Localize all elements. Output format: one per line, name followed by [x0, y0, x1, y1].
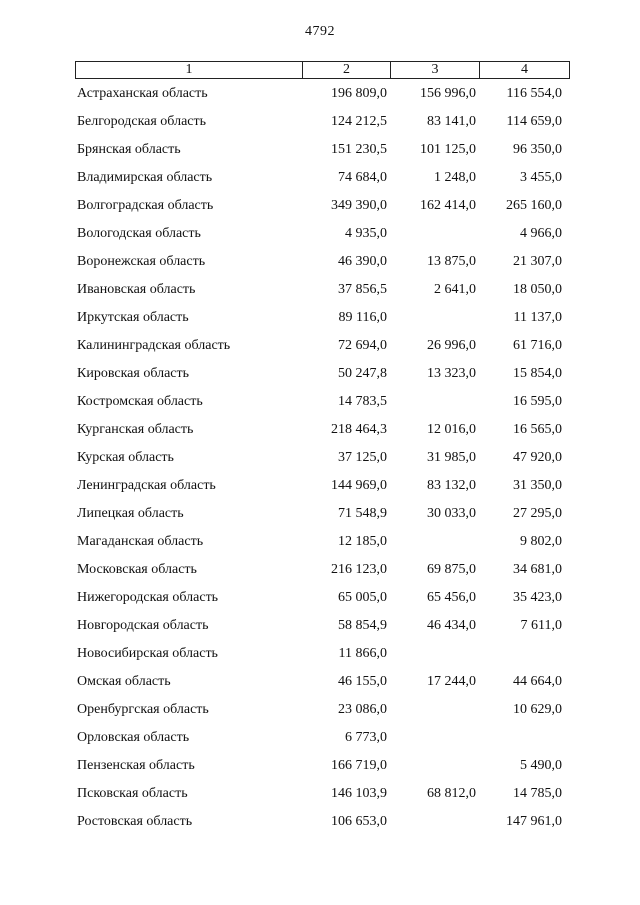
region-name: Воронежская область — [77, 254, 206, 269]
region-name: Новосибирская область — [77, 646, 218, 661]
region-name: Новгородская область — [77, 618, 209, 633]
value-col-2: 46 155,0 — [338, 674, 387, 689]
region-name: Владимирская область — [77, 170, 213, 185]
region-name: Омская область — [77, 674, 171, 689]
region-name: Иркутская область — [77, 310, 189, 325]
value-col-2: 166 719,0 — [331, 758, 387, 773]
value-col-3: 69 875,0 — [427, 562, 476, 577]
table-row — [0, 168, 640, 196]
region-name: Орловская область — [77, 730, 190, 745]
value-col-4: 7 611,0 — [520, 618, 562, 633]
table-row — [0, 616, 640, 644]
value-col-4: 11 137,0 — [513, 310, 562, 325]
value-col-4: 116 554,0 — [506, 86, 562, 101]
table-row — [0, 420, 640, 448]
value-col-4: 5 490,0 — [520, 758, 562, 773]
region-name: Магаданская область — [77, 534, 204, 549]
value-col-2: 151 230,5 — [331, 142, 387, 157]
table-row — [0, 448, 640, 476]
value-col-4: 18 050,0 — [513, 282, 562, 297]
region-name: Курская область — [77, 450, 174, 465]
value-col-2: 144 969,0 — [331, 478, 387, 493]
region-name: Астраханская область — [77, 86, 208, 101]
value-col-3: 101 125,0 — [420, 142, 476, 157]
value-col-2: 216 123,0 — [331, 562, 387, 577]
table-row — [0, 784, 640, 812]
value-col-3: 162 414,0 — [420, 198, 476, 213]
value-col-2: 89 116,0 — [338, 310, 387, 325]
value-col-3: 2 641,0 — [434, 282, 476, 297]
table-row — [0, 140, 640, 168]
table-row — [0, 308, 640, 336]
value-col-2: 124 212,5 — [331, 114, 387, 129]
value-col-4: 147 961,0 — [506, 814, 562, 829]
value-col-2: 23 086,0 — [338, 702, 387, 717]
value-col-2: 349 390,0 — [331, 198, 387, 213]
value-col-4: 47 920,0 — [513, 450, 562, 465]
value-col-4: 31 350,0 — [513, 478, 562, 493]
value-col-3: 83 141,0 — [427, 114, 476, 129]
value-col-4: 114 659,0 — [506, 114, 562, 129]
value-col-4: 16 565,0 — [513, 422, 562, 437]
value-col-3: 31 985,0 — [427, 450, 476, 465]
table-row — [0, 84, 640, 112]
value-col-3: 12 016,0 — [427, 422, 476, 437]
table-row — [0, 280, 640, 308]
value-col-4: 3 455,0 — [520, 170, 562, 185]
table-row — [0, 812, 640, 840]
region-name: Кировская область — [77, 366, 190, 381]
table-row — [0, 728, 640, 756]
region-name: Липецкая область — [77, 506, 184, 521]
region-name: Волгоградская область — [77, 198, 214, 213]
table-row — [0, 532, 640, 560]
column-header-4: 4 — [480, 62, 570, 79]
value-col-2: 14 783,5 — [338, 394, 387, 409]
region-name: Курганская область — [77, 422, 194, 437]
table-row — [0, 364, 640, 392]
value-col-3: 30 033,0 — [427, 506, 476, 521]
table-row — [0, 336, 640, 364]
value-col-2: 11 866,0 — [338, 646, 387, 661]
table-row — [0, 588, 640, 616]
table-row — [0, 112, 640, 140]
column-header-2: 2 — [303, 62, 391, 79]
value-col-2: 71 548,9 — [338, 506, 387, 521]
value-col-2: 4 935,0 — [345, 226, 387, 241]
value-col-4: 34 681,0 — [513, 562, 562, 577]
region-name: Костромская область — [77, 394, 203, 409]
value-col-3: 68 812,0 — [427, 786, 476, 801]
value-col-4: 265 160,0 — [506, 198, 562, 213]
value-col-3: 83 132,0 — [427, 478, 476, 493]
value-col-2: 50 247,8 — [338, 366, 387, 381]
value-col-4: 9 802,0 — [520, 534, 562, 549]
value-col-3: 1 248,0 — [434, 170, 476, 185]
region-name: Ростовская область — [77, 814, 193, 829]
value-col-2: 58 854,9 — [338, 618, 387, 633]
value-col-4: 14 785,0 — [513, 786, 562, 801]
value-col-2: 72 694,0 — [338, 338, 387, 353]
value-col-4: 96 350,0 — [513, 142, 562, 157]
table-row — [0, 476, 640, 504]
region-name: Калининградская область — [77, 338, 231, 353]
value-col-4: 27 295,0 — [513, 506, 562, 521]
table-body — [0, 84, 640, 840]
value-col-2: 65 005,0 — [338, 590, 387, 605]
value-col-2: 37 125,0 — [338, 450, 387, 465]
region-name: Оренбургская область — [77, 702, 209, 717]
region-name: Ленинградская область — [77, 478, 216, 493]
value-col-4: 15 854,0 — [513, 366, 562, 381]
value-col-4: 21 307,0 — [513, 254, 562, 269]
column-header-3: 3 — [391, 62, 480, 79]
table-row — [0, 644, 640, 672]
value-col-2: 146 103,9 — [331, 786, 387, 801]
table-row — [0, 700, 640, 728]
region-name: Белгородская область — [77, 114, 207, 129]
column-header-row — [75, 61, 570, 79]
page-number: 4792 — [305, 24, 335, 39]
value-col-2: 106 653,0 — [331, 814, 387, 829]
value-col-3: 17 244,0 — [427, 674, 476, 689]
value-col-3: 65 456,0 — [427, 590, 476, 605]
region-name: Пензенская область — [77, 758, 195, 773]
region-name: Ивановская область — [77, 282, 196, 297]
region-name: Псковская область — [77, 786, 188, 801]
value-col-4: 35 423,0 — [513, 590, 562, 605]
value-col-3: 46 434,0 — [427, 618, 476, 633]
value-col-2: 37 856,5 — [338, 282, 387, 297]
table-row — [0, 196, 640, 224]
value-col-3: 13 323,0 — [427, 366, 476, 381]
value-col-2: 196 809,0 — [331, 86, 387, 101]
table-row — [0, 756, 640, 784]
value-col-2: 74 684,0 — [338, 170, 387, 185]
column-header-1: 1 — [76, 62, 303, 79]
table-row — [0, 252, 640, 280]
table-row — [0, 504, 640, 532]
value-col-2: 218 464,3 — [331, 422, 387, 437]
value-col-4: 10 629,0 — [513, 702, 562, 717]
value-col-2: 6 773,0 — [345, 730, 387, 745]
table-row — [0, 560, 640, 588]
region-name: Брянская область — [77, 142, 181, 157]
value-col-3: 156 996,0 — [420, 86, 476, 101]
value-col-4: 16 595,0 — [513, 394, 562, 409]
value-col-4: 61 716,0 — [513, 338, 562, 353]
table-row — [0, 224, 640, 252]
table-row — [0, 392, 640, 420]
value-col-4: 4 966,0 — [520, 226, 562, 241]
region-name: Московская область — [77, 562, 197, 577]
region-name: Вологодская область — [77, 226, 201, 241]
region-name: Нижегородская область — [77, 590, 219, 605]
value-col-2: 46 390,0 — [338, 254, 387, 269]
value-col-3: 26 996,0 — [427, 338, 476, 353]
value-col-2: 12 185,0 — [338, 534, 387, 549]
value-col-4: 44 664,0 — [513, 674, 562, 689]
table-row — [0, 672, 640, 700]
value-col-3: 13 875,0 — [427, 254, 476, 269]
